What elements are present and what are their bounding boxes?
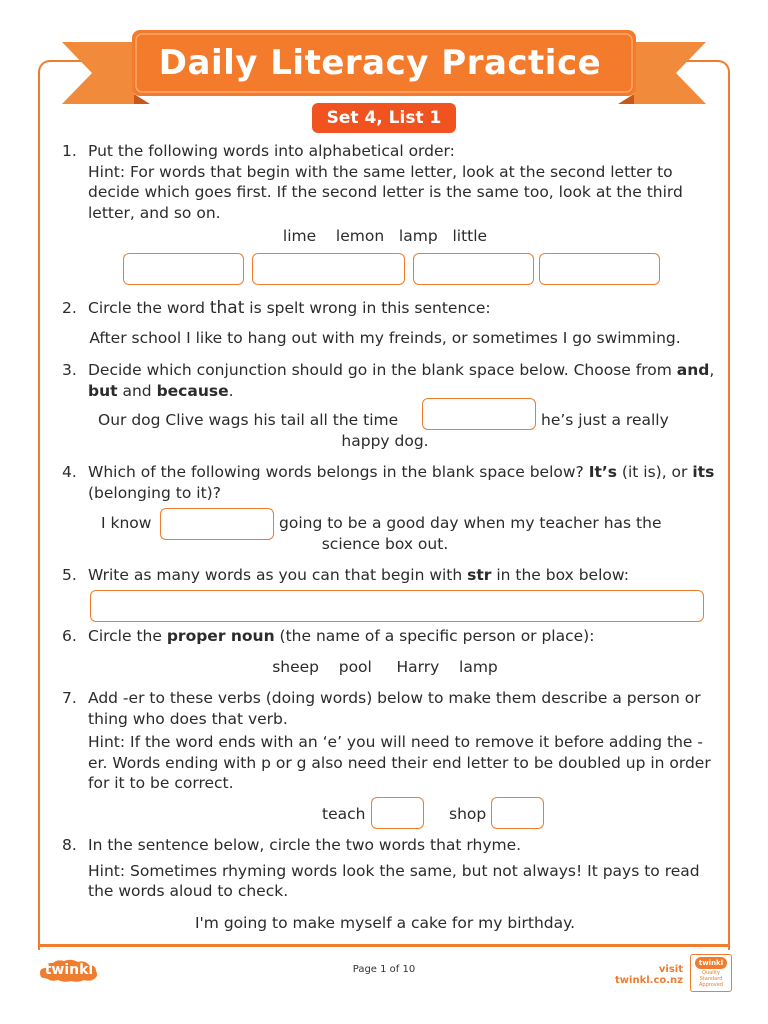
question-number: 8.: [62, 836, 77, 854]
word: lamp: [398, 227, 438, 245]
page-title: Daily Literacy Practice: [158, 43, 602, 83]
teach-er-box[interactable]: [371, 797, 424, 829]
sentence: After school I like to hang out with my freinds, or sometimes I go swimming.: [89, 329, 681, 347]
logo-text: twinkl: [44, 962, 94, 978]
question-5: 5. Write as many words as you can that begin with str in the box below:: [62, 566, 629, 584]
word: lamp: [459, 658, 498, 676]
question-number: 7.: [62, 689, 77, 707]
verb: shop: [449, 805, 487, 823]
question-hint: Hint: Sometimes rhyming words look the same, but not always! It pays to read the words aloud to check.: [88, 861, 700, 900]
emphasized-word: that: [209, 298, 245, 318]
question-hint: Hint: If the word ends with an ‘e’ you will need to remove it before adding the -er. Words ending with p or g also need their end letter to be doubled up in order for it to be correct.: [88, 733, 711, 792]
page-number: Page 1 of 10: [352, 964, 416, 975]
question-hint: Hint: For words that begin with the same letter, look at the second letter to decide which goes first. If the second letter is the same too, look at the third letter, and so on.: [88, 162, 683, 222]
answer-box-3[interactable]: [413, 253, 534, 285]
word: lemon: [335, 227, 385, 245]
sentence-part: science box out.: [321, 535, 449, 553]
word-list: [60, 657, 710, 678]
sentence-part: I know: [101, 514, 152, 532]
word: Harry: [396, 658, 440, 676]
question-number: 4.: [62, 463, 77, 481]
word-list: [60, 226, 710, 247]
question-1: [62, 141, 722, 223]
question-text: Add -er to these verbs (doing words) below to make them describe a person or thing who does that verb.: [88, 689, 701, 728]
sentence-part: happy dog.: [341, 432, 429, 450]
question-3: 3. Decide which conjunction should go in the blank space below. Choose from and, but and because.: [62, 361, 715, 400]
word: pool: [338, 658, 372, 676]
shop-er-box[interactable]: [491, 797, 544, 829]
set-label: Set 4, List 1: [312, 103, 456, 133]
question-number: 5.: [62, 566, 77, 584]
sentence-part: going to be a good day when my teacher has the: [279, 514, 662, 532]
question-number: 3.: [62, 361, 77, 379]
website-link[interactable]: visit twinkl.co.nz: [615, 964, 683, 986]
sentence-part: he’s just a really: [541, 411, 669, 429]
conjunction-box[interactable]: [422, 398, 536, 430]
question-7: [62, 688, 722, 794]
question-number: 2.: [62, 299, 77, 317]
question-4: 4. Which of the following words belongs in the blank space below? It’s (it is), or its (belonging to it)?: [62, 463, 715, 502]
question-number: 6.: [62, 627, 77, 645]
quality-badge: twinkl Quality Standard Approved: [690, 954, 732, 992]
question-text: In the sentence below, circle the two words that rhyme.: [88, 836, 522, 854]
answer-box-2[interactable]: [252, 253, 405, 285]
str-words-box[interactable]: [90, 590, 704, 622]
word: lime: [282, 227, 317, 245]
question-2: 2. Circle the word that is spelt wrong in this sentence:: [62, 298, 491, 318]
word: little: [452, 227, 488, 245]
sentence-part: Our dog Clive wags his tail all the time: [98, 411, 399, 429]
answer-box-1[interactable]: [123, 253, 244, 285]
verb: teach: [322, 805, 366, 823]
answer-box-4[interactable]: [539, 253, 660, 285]
question-8: [62, 835, 722, 902]
sentence: I'm going to make myself a cake for my birthday.: [194, 914, 576, 932]
question-number: 1.: [62, 142, 77, 160]
question-6: 6. Circle the proper noun (the name of a specific person or place):: [62, 627, 595, 645]
word: sheep: [272, 658, 320, 676]
question-text: Put the following words into alphabetical order:: [88, 142, 455, 160]
footer-divider: [38, 944, 730, 947]
